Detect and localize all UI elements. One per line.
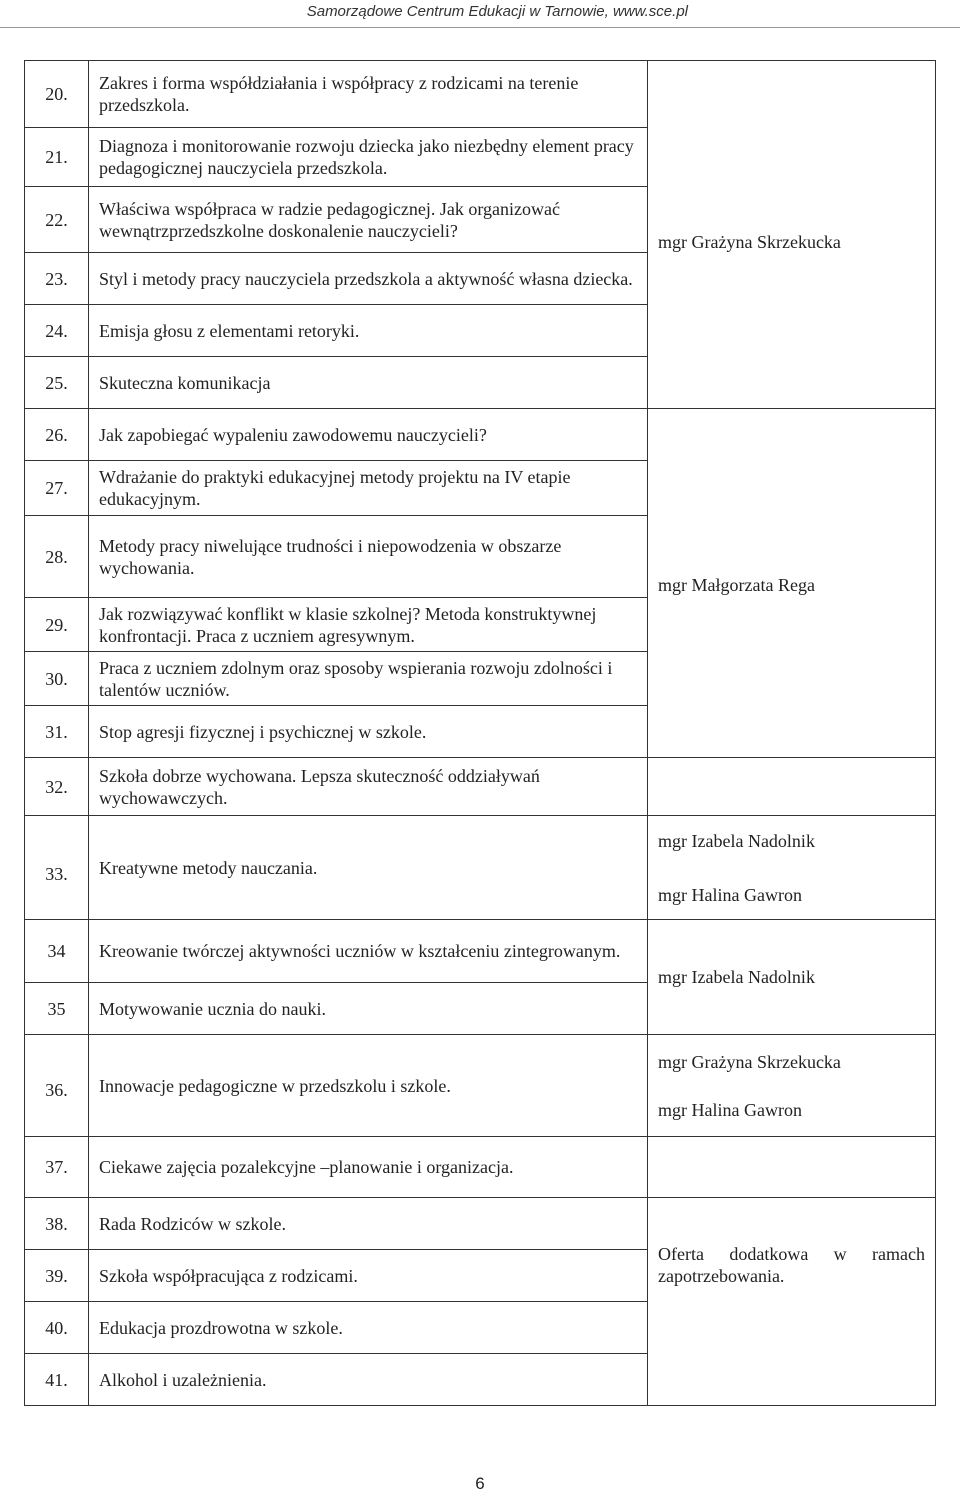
author-name: mgr Izabela Nadolnik (658, 830, 815, 851)
row-number: 28. (25, 516, 89, 598)
table-row (25, 409, 936, 461)
topic-cell: Motywowanie ucznia do nauki. (89, 983, 648, 1035)
empty-author-cell (648, 758, 936, 816)
row-number: 33. (25, 816, 89, 920)
page-number: 6 (475, 1474, 485, 1493)
topic-cell: Zakres i forma współdziałania i współpracy z rodzicami na terenie przedszkola. (89, 61, 648, 128)
author-note: Oferta dodatkowa w ramach zapotrzebowania. (658, 1244, 925, 1286)
author-name: mgr Halina Gawron (658, 884, 802, 905)
topic-cell: Skuteczna komunikacja (89, 357, 648, 409)
author-cell (648, 816, 936, 920)
row-number: 36. (25, 1035, 89, 1137)
row-number: 34 (25, 920, 89, 983)
topic-cell: Rada Rodziców w szkole. (89, 1198, 648, 1250)
header-divider (0, 27, 960, 28)
topic-cell: Ciekawe zajęcia pozalekcyjne –planowanie i organizacja. (89, 1137, 648, 1198)
table-row (25, 816, 936, 920)
author-cell: mgr Małgorzata Rega (648, 409, 936, 758)
topic-cell: Innowacje pedagogiczne w przedszkolu i szkole. (89, 1035, 648, 1137)
table-row (25, 1035, 936, 1137)
row-number: 41. (25, 1354, 89, 1406)
table-row (25, 1137, 936, 1198)
row-number: 30. (25, 652, 89, 706)
topic-cell: Metody pracy niwelujące trudności i niepowodzenia w obszarze wychowania. (89, 516, 648, 598)
topic-cell: Stop agresji fizycznej i psychicznej w szkole. (89, 706, 648, 758)
row-number: 24. (25, 305, 89, 357)
page-header: Samorządowe Centrum Edukacji w Tarnowie, www.sce.pl (306, 3, 688, 20)
topic-cell: Właściwa współpraca w radzie pedagogicznej. Jak organizować wewnątrzprzedszkolne doskonalenie nauczycieli? (89, 187, 648, 253)
row-number: 22. (25, 187, 89, 253)
table-row (25, 61, 936, 128)
topics-table (24, 60, 936, 1406)
topic-cell: Szkoła współpracująca z rodzicami. (89, 1250, 648, 1302)
row-number: 38. (25, 1198, 89, 1250)
topic-cell: Jak rozwiązywać konflikt w klasie szkolnej? Metoda konstruktywnej konfrontacji. Praca z uczniem agresywnym. (89, 598, 648, 652)
author-cell: mgr Izabela Nadolnik (648, 920, 936, 1035)
row-number: 29. (25, 598, 89, 652)
author-cell (648, 1198, 936, 1406)
row-number: 21. (25, 128, 89, 187)
topic-cell: Kreowanie twórczej aktywności uczniów w kształceniu zintegrowanym. (89, 920, 648, 983)
row-number: 32. (25, 758, 89, 816)
topic-cell: Emisja głosu z elementami retoryki. (89, 305, 648, 357)
row-number: 40. (25, 1302, 89, 1354)
topic-cell: Diagnoza i monitorowanie rozwoju dziecka jako niezbędny element pracy pedagogicznej nauczyciela przedszkola. (89, 128, 648, 187)
topic-cell: Jak zapobiegać wypaleniu zawodowemu nauczycieli? (89, 409, 648, 461)
author-name: mgr Halina Gawron (658, 1099, 802, 1120)
table-row (25, 758, 936, 816)
topic-cell: Alkohol i uzależnienia. (89, 1354, 648, 1406)
topic-cell: Wdrażanie do praktyki edukacyjnej metody projektu na IV etapie edukacyjnym. (89, 461, 648, 516)
row-number: 35 (25, 983, 89, 1035)
row-number: 39. (25, 1250, 89, 1302)
topic-cell: Kreatywne metody nauczania. (89, 816, 648, 920)
table-row (25, 1198, 936, 1250)
row-number: 23. (25, 253, 89, 305)
row-number: 20. (25, 61, 89, 128)
topic-cell: Edukacja prozdrowotna w szkole. (89, 1302, 648, 1354)
table-row (25, 920, 936, 983)
topic-cell: Styl i metody pracy nauczyciela przedszkola a aktywność własna dziecka. (89, 253, 648, 305)
row-number: 26. (25, 409, 89, 461)
topic-cell: Szkoła dobrze wychowana. Lepsza skuteczność oddziaływań wychowawczych. (89, 758, 648, 816)
row-number: 37. (25, 1137, 89, 1198)
empty-author-cell (648, 1137, 936, 1198)
row-number: 27. (25, 461, 89, 516)
row-number: 25. (25, 357, 89, 409)
topic-cell: Praca z uczniem zdolnym oraz sposoby wspierania rozwoju zdolności i talentów uczniów. (89, 652, 648, 706)
author-cell (648, 1035, 936, 1137)
author-name: mgr Grażyna Skrzekucka (658, 1051, 841, 1072)
author-cell: mgr Grażyna Skrzekucka (648, 61, 936, 409)
row-number: 31. (25, 706, 89, 758)
